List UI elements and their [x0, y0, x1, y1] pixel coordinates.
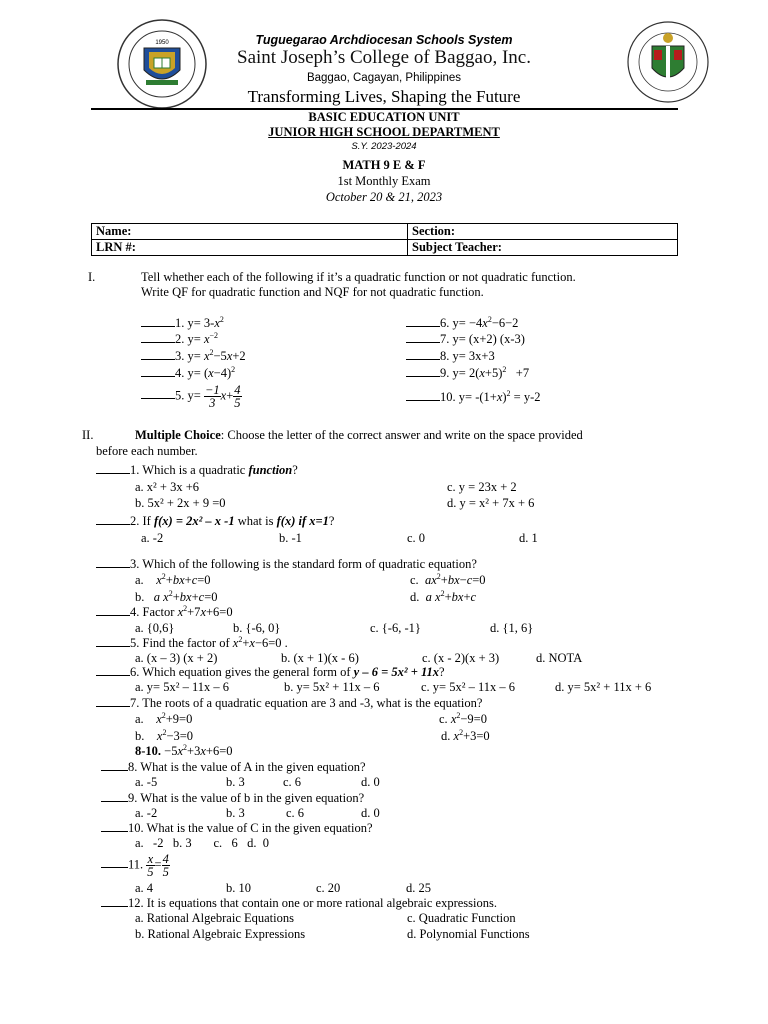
q7-option-b[interactable]: b. $x^2-3=0$ — [135, 727, 194, 743]
q8-option-b[interactable]: b. 3 — [226, 775, 245, 789]
school-motto: Transforming Lives, Shaping the Future — [247, 87, 521, 106]
q1-stem: 1. Which is a quadratic function? — [96, 463, 298, 478]
p1-item-3: 3. $y= x^2-5x+2$ — [141, 349, 246, 364]
school-system: Tuguegarao Archdiocesan Schools System — [255, 33, 513, 47]
q3-option-d[interactable]: d. a $x^2+bx+c$ — [410, 588, 477, 604]
q1-option-a[interactable]: a. x² + 3x +6 — [135, 480, 200, 494]
q3-option-b[interactable]: b. a $x^2+bx+c=0$ — [135, 588, 218, 604]
answer-blank[interactable] — [96, 514, 130, 525]
name-field[interactable] — [92, 224, 408, 240]
q5-option-c[interactable]: c. (x - 2)(x + 3) — [422, 651, 500, 665]
p1-item-1: 1. $y= 3-x^2$ — [141, 316, 224, 331]
answer-blank[interactable] — [96, 557, 130, 568]
q9-option-b[interactable]: b. 3 — [226, 806, 245, 820]
answer-blank[interactable] — [101, 821, 128, 832]
q10-options[interactable]: a. -2 b. 3 c. 6 d. 0 — [135, 836, 270, 850]
q11-stem: 11. $\frac{x}{5}$ = $\frac{4}{5}$ — [101, 853, 170, 878]
q9-option-d[interactable]: d. 0 — [361, 806, 380, 820]
q3-option-c[interactable]: c. $ax^2+bx-c=0$ — [410, 571, 486, 587]
q7-option-a[interactable]: a. $x^2+9=0$ — [135, 710, 193, 726]
q6-option-c[interactable]: c. y= 5x² – 11x – 6 — [421, 680, 516, 694]
answer-blank[interactable] — [141, 388, 175, 399]
q11-option-b[interactable]: b. 10 — [226, 881, 251, 895]
answer-blank[interactable] — [406, 390, 440, 401]
q2-option-a[interactable]: a. -2 — [141, 531, 164, 545]
teacher-label: Subject Teacher: — [412, 240, 502, 254]
q9-stem: 9. What is the value of b in the given equation? — [101, 791, 364, 806]
q4-option-b[interactable]: b. {-6, 0} — [233, 621, 281, 635]
q4-option-a[interactable]: a. {0,6} — [135, 621, 175, 635]
q7-option-d[interactable]: d. $x^2+3=0$ — [441, 727, 490, 743]
answer-blank[interactable] — [141, 316, 175, 327]
q7-stem: 7. The roots of a quadratic equation are 3 and -3, what is the equation? — [96, 696, 482, 711]
answer-blank[interactable] — [406, 332, 440, 343]
p1-item-8: 8. y= 3x+3 — [406, 349, 495, 364]
answer-blank[interactable] — [101, 857, 128, 868]
answer-blank[interactable] — [406, 316, 440, 327]
exam-title: 1st Monthly Exam — [337, 174, 431, 188]
lrn-field[interactable] — [92, 240, 408, 256]
part2-instruction: Multiple Choice: Choose the letter of the correct answer and write on the space provided — [135, 428, 583, 442]
part1-instruction-2: Write QF for quadratic function and NQF for not quadratic function. — [141, 285, 484, 299]
q6-stem: 6. Which equation gives the general form of y – 6 = 5x² + 11x? — [96, 665, 445, 680]
part2-instruction-2: before each number. — [96, 444, 198, 458]
answer-blank[interactable] — [96, 665, 130, 676]
q1-option-d[interactable]: d. y = x² + 7x + 6 — [447, 496, 535, 510]
school-address: Baggao, Cagayan, Philippines — [306, 72, 462, 84]
answer-blank[interactable] — [96, 696, 130, 707]
school-name: Saint Joseph’s College of Baggao, Inc. — [237, 47, 531, 68]
answer-blank[interactable] — [141, 366, 175, 377]
q11-option-d[interactable]: d. 25 — [406, 881, 431, 895]
part1-numeral: I. — [88, 270, 96, 284]
part1-instruction-1: Tell whether each of the following if it’s a quadratic function or not quadratic function. — [141, 270, 576, 284]
q5-stem: 5. Find the factor of $x^2+x-6=0$ . — [96, 636, 288, 651]
q8-10-equation: 8-10. $-5x^2+3x+6=0$ — [135, 742, 233, 758]
q12-option-c[interactable]: c. Quadratic Function — [407, 911, 516, 925]
p1-item-4: 4. $y= (x-4)^2$ — [141, 366, 235, 381]
q4-option-d[interactable]: d. {1, 6} — [490, 621, 534, 635]
part2-numeral: II. — [82, 428, 94, 442]
answer-blank[interactable] — [101, 760, 128, 771]
p1-item-9: 9. $y= 2(x+5)^2 +7$ — [406, 366, 529, 381]
q6-option-a[interactable]: a. y= 5x² – 11x – 6 — [135, 680, 230, 694]
q6-option-d[interactable]: d. y= 5x² + 11x + 6 — [555, 680, 652, 694]
answer-blank[interactable] — [96, 636, 130, 647]
answer-blank[interactable] — [406, 366, 440, 377]
q10-stem: 10. What is the value of C in the given equation? — [101, 821, 373, 836]
q8-option-d[interactable]: d. 0 — [361, 775, 380, 789]
q9-option-c[interactable]: c. 6 — [286, 806, 305, 820]
q5-option-b[interactable]: b. (x + 1)(x - 6) — [281, 651, 359, 665]
q8-option-c[interactable]: c. 6 — [283, 775, 302, 789]
q8-stem: 8. What is the value of A in the given equation? — [101, 760, 366, 775]
q11-option-c[interactable]: c. 20 — [316, 881, 341, 895]
q2-option-d[interactable]: d. 1 — [519, 531, 538, 545]
q12-option-b[interactable]: b. Rational Algebraic Expressions — [135, 927, 306, 941]
answer-blank[interactable] — [406, 349, 440, 360]
q4-option-c[interactable]: c. {-6, -1} — [370, 621, 421, 635]
answer-blank[interactable] — [96, 605, 130, 616]
q11-option-a[interactable]: a. 4 — [135, 881, 154, 895]
q2-option-b[interactable]: b. -1 — [279, 531, 302, 545]
section-label: Section: — [412, 224, 456, 238]
answer-blank[interactable] — [101, 791, 128, 802]
seal-year: 1950 — [155, 40, 169, 46]
q9-option-a[interactable]: a. -2 — [135, 806, 158, 820]
q3-stem: 3. Which of the following is the standard form of quadratic equation? — [96, 557, 477, 572]
p1-item-5: 5. y= $\frac{-1}{3}$ x+ $\frac{4}{5}$ — [141, 384, 242, 409]
q5-option-a[interactable]: a. (x – 3) (x + 2) — [135, 651, 218, 665]
section-field[interactable] — [408, 224, 678, 240]
p1-item-2: 2. $y= x^{-2}$ — [141, 332, 218, 347]
q4-stem: 4. Factor $x^2+7x+6=0$ — [96, 605, 233, 620]
teacher-field[interactable] — [408, 240, 678, 256]
q12-stem: 12. It is equations that contain one or more rational algebraic expressions. — [101, 896, 497, 911]
q12-option-d[interactable]: d. Polynomial Functions — [407, 927, 530, 941]
p1-item-10: 10. $y= -(1+x)^2 = y-2$ — [406, 390, 541, 405]
exam-date: October 20 & 21, 2023 — [325, 190, 443, 204]
answer-blank[interactable] — [141, 332, 175, 343]
q2-stem: 2. If f(x) = 2x² – x -1 what is f(x) if x=1? — [96, 514, 334, 529]
answer-blank[interactable] — [141, 349, 175, 360]
q7-option-c[interactable]: c. $x^2-9=0$ — [439, 710, 487, 726]
exam-subject: MATH 9 E & F — [342, 158, 426, 172]
unit-title: BASIC EDUCATION UNIT — [308, 110, 460, 124]
name-label: Name: — [96, 224, 132, 238]
q8-option-a[interactable]: a. -5 — [135, 775, 158, 789]
student-info-table — [91, 223, 678, 256]
answer-blank[interactable] — [96, 463, 130, 474]
p1-item-6: 6. $y= -4x^2-6-2$ — [406, 316, 518, 331]
department-title: JUNIOR HIGH SCHOOL DEPARTMENT — [268, 125, 500, 139]
school-year: S.Y. 2023-2024 — [351, 141, 417, 152]
q2-option-c[interactable]: c. 0 — [407, 531, 426, 545]
q12-option-a[interactable]: a. Rational Algebraic Equations — [135, 911, 294, 925]
p1-item-7: 7. y= (x+2) (x-3) — [406, 332, 525, 347]
answer-blank[interactable] — [101, 896, 128, 907]
lrn-label: LRN #: — [96, 240, 136, 254]
q6-option-b[interactable]: b. y= 5x² + 11x – 6 — [284, 680, 380, 694]
q5-option-d[interactable]: d. NOTA — [536, 651, 583, 665]
archdiocesan-seal-logo — [626, 20, 710, 104]
q1-option-b[interactable]: b. 5x² + 2x + 9 =0 — [135, 496, 226, 510]
q3-option-a[interactable]: a. $x^2+bx+c=0$ — [135, 571, 211, 587]
q1-option-c[interactable]: c. y = 23x + 2 — [447, 480, 517, 494]
